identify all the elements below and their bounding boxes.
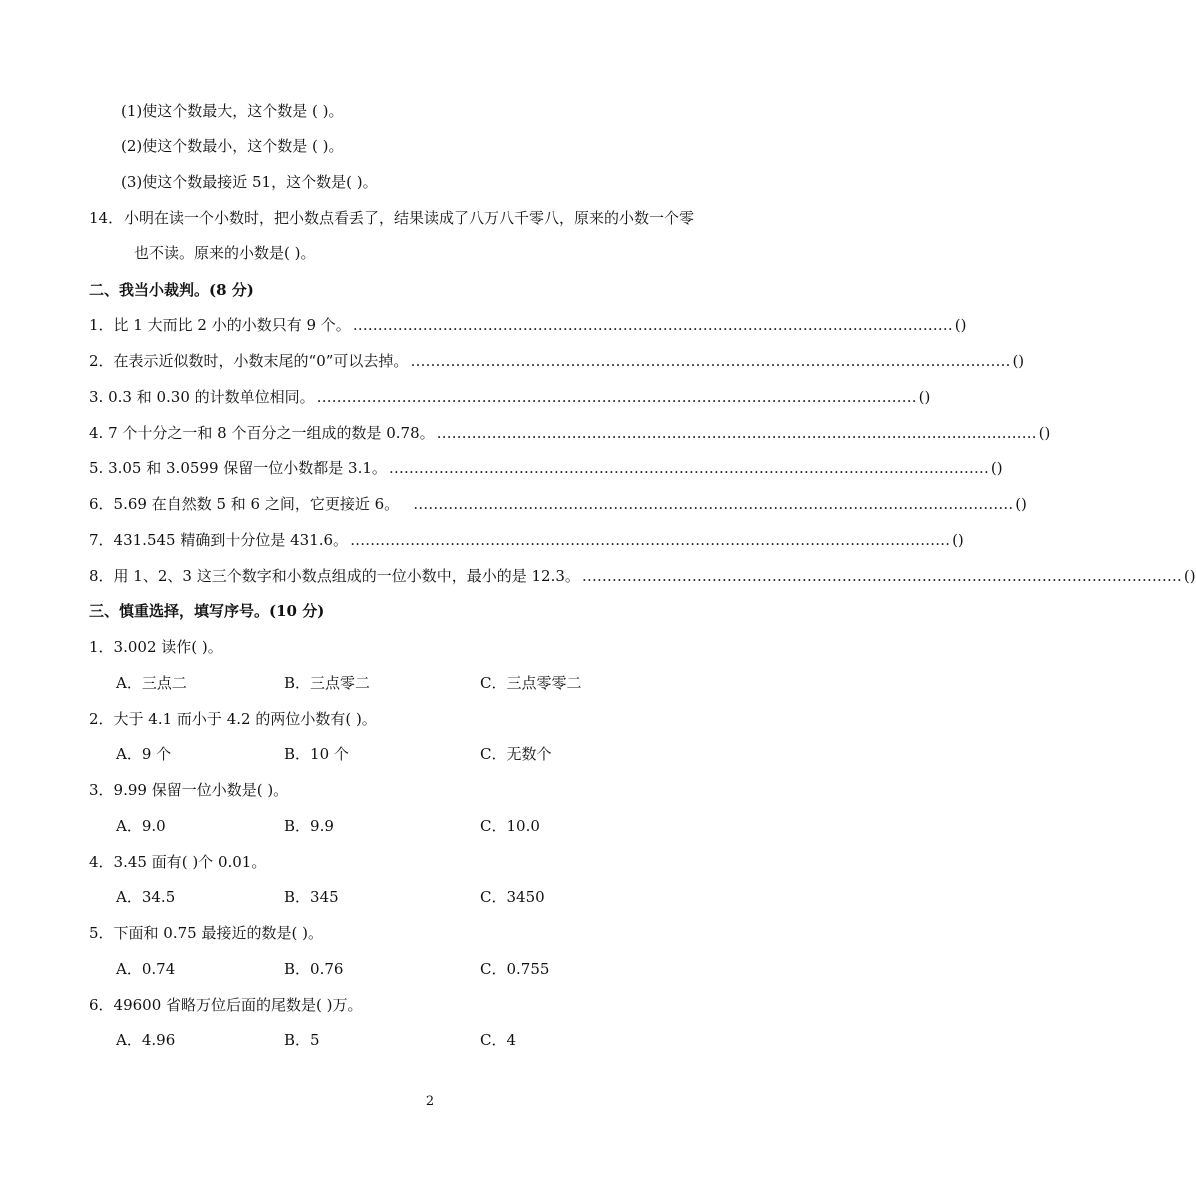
judge-item-text: 4. 7 个十分之一和 8 个百分之一组成的数是 0.78。 bbox=[89, 424, 435, 442]
judge-item-8 bbox=[89, 567, 1196, 585]
subitem-3: (3)使这个数最接近 51，这个数是( )。 bbox=[121, 173, 378, 191]
judge-item-text: 5. 3.05 和 3.0599 保留一位小数都是 3.1。 bbox=[89, 459, 387, 477]
leader-dots: ………………………………………………………………………………………………………… bbox=[352, 316, 953, 334]
answer-blank: ( ) bbox=[990, 459, 1003, 477]
judge-item-7 bbox=[89, 531, 964, 549]
option-c: C．4 bbox=[480, 1031, 517, 1049]
leader-dots: ………………………………………………………………………………………………………… bbox=[388, 459, 989, 477]
judge-item-3 bbox=[89, 388, 931, 406]
answer-blank: ( ) bbox=[1012, 352, 1025, 370]
option-c: C．三点零零二 bbox=[480, 674, 582, 692]
option-b: B．5 bbox=[284, 1031, 320, 1049]
leader-dots: ………………………………………………………………………………………………………… bbox=[316, 388, 917, 406]
judge-item-6 bbox=[89, 495, 1027, 513]
answer-blank: ( ) bbox=[1183, 567, 1196, 585]
option-a: A．4.96 bbox=[116, 1031, 176, 1049]
option-b: B．345 bbox=[284, 888, 339, 906]
judge-item-text: 6．5.69 在自然数 5 和 6 之间，它更接近 6。 bbox=[89, 495, 400, 513]
option-a: A．9 个 bbox=[116, 745, 172, 763]
option-c: C．无数个 bbox=[480, 745, 552, 763]
judge-item-5 bbox=[89, 459, 1003, 477]
option-c: C．3450 bbox=[480, 888, 545, 906]
section-3-title: 三、慎重选择，填写序号。(10 分) bbox=[89, 602, 325, 620]
option-b: B．三点零二 bbox=[284, 674, 371, 692]
judge-item-1 bbox=[89, 316, 967, 334]
choice-question-6: 6．49600 省略万位后面的尾数是( )万。 bbox=[89, 996, 363, 1014]
answer-blank: ( ) bbox=[1015, 495, 1027, 513]
answer-blank: ( ) bbox=[1038, 424, 1051, 442]
question-14-line1: 小明在读一个小数时，把小数点看丢了，结果读成了八万八千零八，原来的小数一个零 bbox=[124, 209, 695, 227]
option-a: A．34.5 bbox=[116, 888, 176, 906]
judge-item-text: 1．比 1 大而比 2 小的小数只有 9 个。 bbox=[89, 316, 351, 334]
choice-question-2: 2．大于 4.1 而小于 4.2 的两位小数有( )。 bbox=[89, 710, 377, 728]
option-b: B．10 个 bbox=[284, 745, 349, 763]
leader-dots: ………………………………………………………………………………………………………… bbox=[436, 424, 1037, 442]
judge-item-text: 2．在表示近似数时，小数末尾的“0”可以去掉。 bbox=[89, 352, 409, 370]
judge-item-text: 8．用 1、2、3 这三个数字和小数点组成的一位小数中，最小的是 12.3。 bbox=[89, 567, 580, 585]
option-b: B．0.76 bbox=[284, 960, 344, 978]
judge-item-text: 3. 0.3 和 0.30 的计数单位相同。 bbox=[89, 388, 315, 406]
choice-question-1: 1．3.002 读作( )。 bbox=[89, 638, 223, 656]
leader-dots: ………………………………………………………………………………………………………… bbox=[581, 567, 1182, 585]
answer-blank: ( ) bbox=[918, 388, 931, 406]
judge-item-2 bbox=[89, 352, 1025, 370]
question-14-number: 14． bbox=[89, 209, 124, 227]
option-a: A．9.0 bbox=[116, 817, 166, 835]
section-2-title: 二、我当小裁判。(8 分) bbox=[89, 281, 254, 299]
page-number: 2 bbox=[425, 1094, 435, 1109]
option-a: A．三点二 bbox=[116, 674, 187, 692]
option-a: A．0.74 bbox=[116, 960, 176, 978]
judge-item-4 bbox=[89, 424, 1051, 442]
answer-blank: ( ) bbox=[952, 531, 964, 549]
option-c: C．0.755 bbox=[480, 960, 550, 978]
judge-item-text: 7．431.545 精确到十分位是 431.6。 bbox=[89, 531, 349, 549]
leader-dots: ………………………………………………………………………………………………………… bbox=[413, 495, 1014, 513]
leader-dots: ………………………………………………………………………………………………………… bbox=[410, 352, 1011, 370]
leader-dots: ………………………………………………………………………………………………………… bbox=[350, 531, 951, 549]
option-b: B．9.9 bbox=[284, 817, 334, 835]
subitem-1: (1)使这个数最大，这个数是 ( )。 bbox=[121, 102, 344, 120]
choice-question-5: 5．下面和 0.75 最接近的数是( )。 bbox=[89, 924, 323, 942]
answer-blank: ( ) bbox=[954, 316, 967, 334]
subitem-2: (2)使这个数最小，这个数是 ( )。 bbox=[121, 137, 344, 155]
option-c: C．10.0 bbox=[480, 817, 540, 835]
choice-question-4: 4．3.45 面有( )个 0.01。 bbox=[89, 853, 267, 871]
question-14-line2: 也不读。原来的小数是( )。 bbox=[134, 244, 316, 262]
choice-question-3: 3．9.99 保留一位小数是( )。 bbox=[89, 781, 289, 799]
